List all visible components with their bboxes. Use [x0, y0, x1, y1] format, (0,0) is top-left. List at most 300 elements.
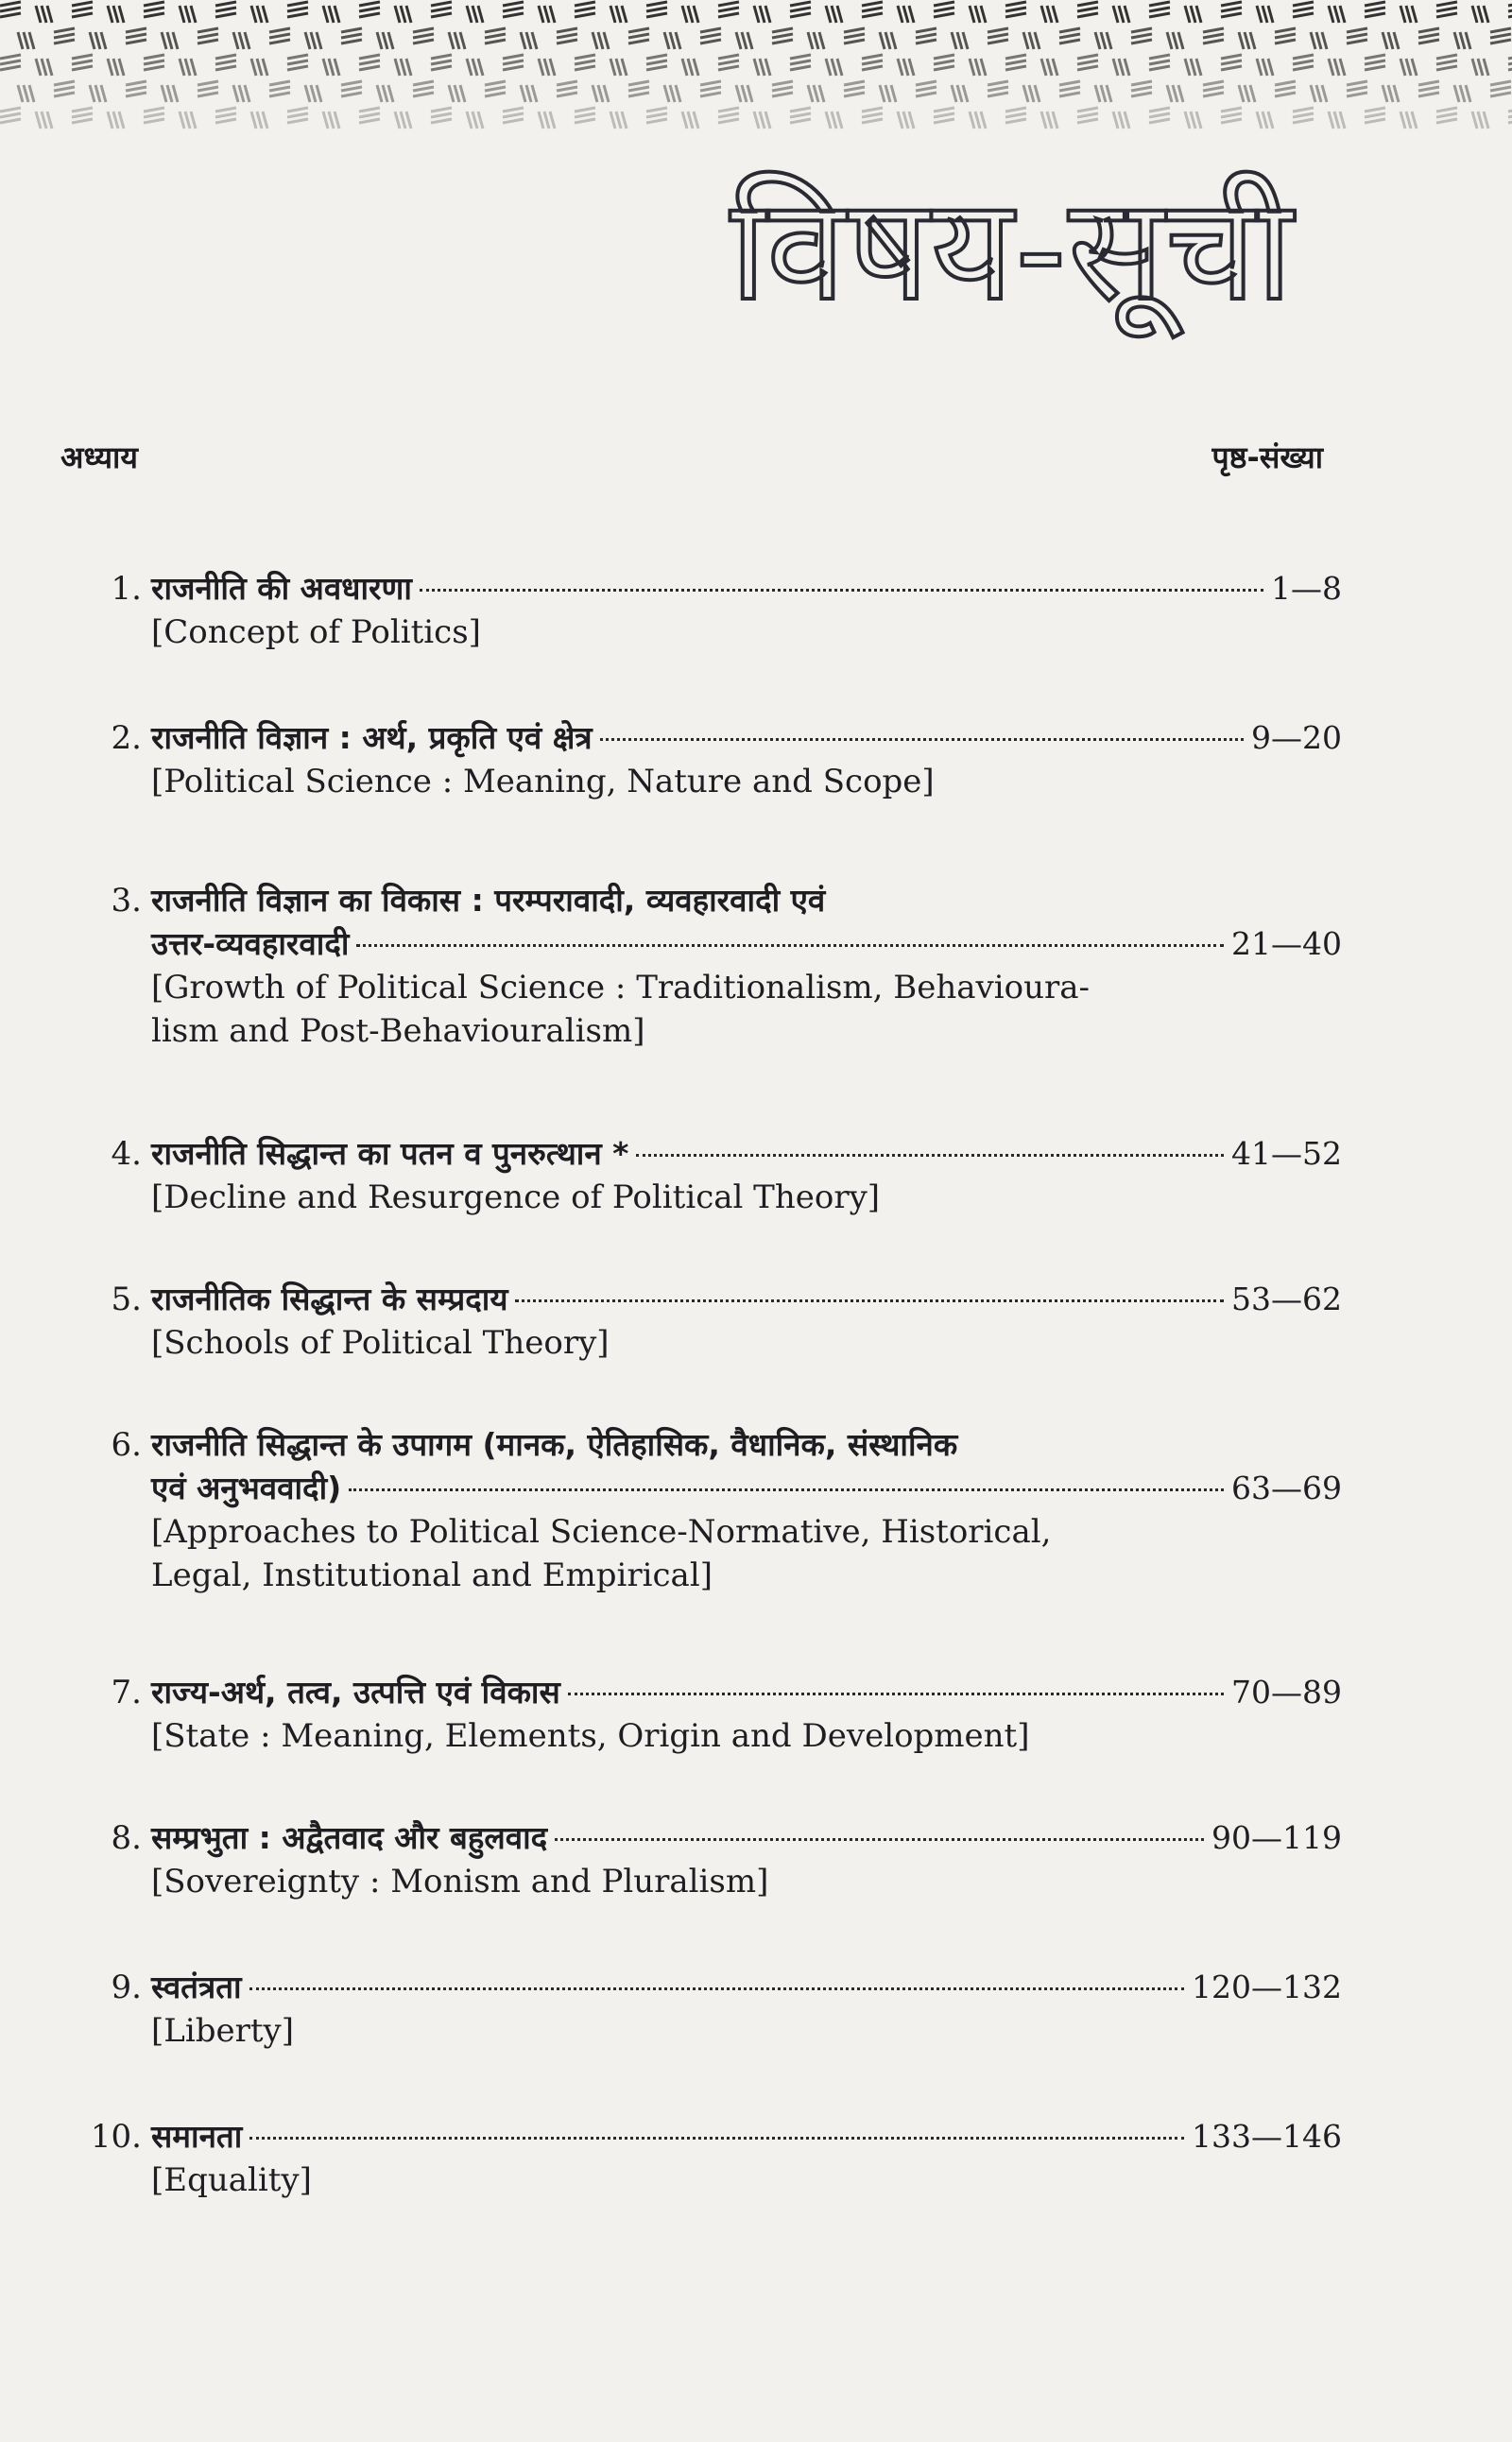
entry-hindi-title: समानता: [151, 2118, 243, 2155]
pattern-stroke: [837, 112, 842, 129]
pattern-stroke: [646, 119, 667, 123]
entry-page-range: 133—146: [1192, 2118, 1342, 2155]
pattern-stroke: [1329, 59, 1333, 76]
pattern-stroke: [844, 28, 865, 32]
pattern-stroke: [0, 60, 21, 64]
pattern-stroke: [503, 66, 524, 70]
entry-hindi-title-continued: उत्तर-व्यवहारवादी: [151, 925, 350, 962]
pattern-stroke: [1005, 119, 1026, 123]
pattern-stroke: [1436, 55, 1457, 59]
entry-hindi-title: सम्प्रभुता : अद्वैतवाद और बहुलवाद: [151, 1819, 548, 1856]
pattern-stroke: [0, 2, 21, 6]
pattern-stroke: [1316, 32, 1321, 49]
pattern-stroke: [1077, 55, 1098, 59]
pattern-stroke: [126, 40, 146, 43]
pattern-stroke: [0, 66, 21, 70]
pattern-stroke: [1460, 32, 1465, 49]
pattern-stroke: [844, 93, 865, 96]
pattern-stroke: [1394, 85, 1399, 102]
pattern-stroke: [401, 6, 405, 23]
pattern-stroke: [233, 85, 238, 102]
pattern-stroke: [844, 34, 865, 38]
pattern-stroke: [180, 6, 184, 23]
pattern-stroke: [700, 40, 721, 43]
pattern-stroke: [191, 59, 196, 76]
pattern-stroke: [1365, 8, 1385, 11]
pattern-stroke: [622, 59, 627, 76]
pattern-stroke: [610, 6, 615, 23]
pattern-stroke: [1221, 119, 1242, 123]
pattern-stroke: [1275, 81, 1296, 85]
entry-english-title: [Equality]: [151, 2161, 312, 2199]
dot-leader: [636, 1154, 1224, 1157]
pattern-stroke: [760, 112, 765, 129]
pattern-stroke: [1472, 112, 1477, 129]
toc-entry: [85, 1671, 1342, 1758]
pattern-stroke: [1221, 8, 1242, 11]
pattern-stroke: [760, 59, 765, 76]
pattern-stroke: [754, 6, 759, 23]
pattern-stroke: [1436, 2, 1457, 6]
pattern-stroke: [269, 40, 290, 43]
pattern-stroke: [1436, 60, 1457, 64]
pattern-stroke: [1257, 59, 1262, 76]
toc-entry: [85, 1423, 1342, 1597]
page-number-column-header: पृष्ठ-संख्या: [1211, 439, 1323, 475]
pattern-stroke: [406, 6, 411, 23]
pattern-stroke: [0, 55, 21, 59]
pattern-stroke: [1125, 112, 1129, 129]
pattern-stroke: [251, 59, 256, 76]
pattern-stroke: [1047, 59, 1052, 76]
pattern-stroke: [1365, 113, 1385, 117]
pattern-stroke: [36, 59, 41, 76]
pattern-stroke: [539, 112, 543, 129]
dot-leader: [568, 1693, 1224, 1695]
toc-entry: [85, 2115, 1342, 2202]
pattern-stroke: [287, 2, 308, 6]
pattern-stroke: [341, 40, 362, 43]
pattern-stroke: [772, 93, 793, 96]
pattern-stroke: [1059, 93, 1080, 96]
pattern-stroke: [934, 66, 954, 70]
pattern-stroke: [467, 6, 472, 23]
pattern-stroke: [790, 60, 811, 64]
pattern-stroke: [862, 113, 883, 117]
pattern-stroke: [844, 40, 865, 43]
pattern-stroke: [1347, 34, 1367, 38]
pattern-stroke: [1478, 59, 1483, 76]
pattern-stroke: [1191, 59, 1195, 76]
entry-number: 5.: [111, 1281, 142, 1318]
pattern-stroke: [1388, 85, 1393, 102]
pattern-stroke: [251, 112, 256, 129]
toc-entry: [85, 1816, 1342, 1903]
pattern-stroke: [1041, 6, 1046, 23]
pattern-stroke: [413, 87, 434, 91]
pattern-stroke: [593, 32, 597, 49]
pattern-stroke: [1388, 32, 1393, 49]
toc-entry: [85, 567, 1342, 654]
pattern-stroke: [718, 2, 739, 6]
pattern-stroke: [1203, 81, 1224, 85]
pattern-stroke: [742, 32, 747, 49]
pattern-stroke: [431, 108, 452, 112]
entry-page-range: 63—69: [1231, 1470, 1342, 1506]
pattern-stroke: [1400, 112, 1405, 129]
pattern-stroke: [126, 34, 146, 38]
pattern-stroke: [377, 32, 382, 49]
pattern-stroke: [395, 59, 400, 76]
pattern-stroke: [628, 93, 649, 96]
pattern-stroke: [1412, 112, 1417, 129]
pattern-stroke: [1059, 28, 1080, 32]
pattern-stroke: [616, 112, 621, 129]
pattern-stroke: [1119, 59, 1124, 76]
pattern-stroke: [988, 93, 1008, 96]
pattern-stroke: [1466, 85, 1470, 102]
pattern-stroke: [1131, 93, 1152, 96]
pattern-stroke: [173, 85, 178, 102]
pattern-stroke: [862, 55, 883, 59]
pattern-stroke: [765, 112, 770, 129]
pattern-stroke: [329, 59, 334, 76]
pattern-stroke: [1178, 85, 1183, 102]
pattern-stroke: [646, 108, 667, 112]
entry-number: 6.: [111, 1426, 142, 1464]
pattern-stroke: [478, 6, 483, 23]
pattern-stroke: [1275, 87, 1296, 91]
pattern-stroke: [1436, 108, 1457, 112]
pattern-stroke: [1053, 59, 1057, 76]
pattern-stroke: [1418, 34, 1439, 38]
pattern-stroke: [431, 2, 452, 6]
pattern-stroke: [963, 85, 968, 102]
pattern-stroke: [1334, 59, 1339, 76]
pattern-stroke: [263, 6, 267, 23]
pattern-stroke: [790, 55, 811, 59]
pattern-stroke: [485, 87, 506, 91]
pattern-stroke: [413, 40, 434, 43]
pattern-stroke: [1035, 85, 1040, 102]
pattern-stroke: [323, 112, 328, 129]
dot-leader: [555, 1838, 1204, 1841]
pattern-stroke: [1472, 6, 1477, 23]
pattern-stroke: [862, 2, 883, 6]
pattern-stroke: [1221, 108, 1242, 112]
pattern-stroke: [1484, 59, 1488, 76]
entry-english-title: [Political Science : Meaning, Nature and Scope]: [151, 763, 935, 800]
dot-leader: [249, 1987, 1184, 1990]
pattern-stroke: [688, 59, 693, 76]
pattern-stroke: [1131, 34, 1152, 38]
pattern-stroke: [700, 34, 721, 38]
pattern-stroke: [485, 81, 506, 85]
pattern-stroke: [1412, 6, 1417, 23]
pattern-stroke: [395, 6, 400, 23]
entry-page-range: 120—132: [1192, 1969, 1342, 2005]
pattern-stroke: [1005, 2, 1026, 6]
pattern-stroke: [1221, 13, 1242, 17]
pattern-stroke: [909, 6, 914, 23]
pattern-stroke: [449, 85, 454, 102]
pattern-stroke: [287, 66, 308, 70]
pattern-stroke: [1436, 13, 1457, 17]
pattern-stroke: [1490, 87, 1511, 91]
pattern-stroke: [1400, 59, 1405, 76]
pattern-stroke: [1460, 85, 1465, 102]
pattern-stroke: [837, 6, 842, 23]
pattern-stroke: [1077, 13, 1098, 17]
pattern-stroke: [144, 60, 164, 64]
pattern-stroke: [359, 2, 380, 6]
pattern-stroke: [72, 108, 93, 112]
pattern-stroke: [1005, 66, 1026, 70]
pattern-stroke: [1418, 93, 1439, 96]
pattern-stroke: [575, 66, 595, 70]
pattern-stroke: [1508, 2, 1512, 6]
entry-hindi-title: राजनीति सिद्धान्त का पतन व पुनरुत्थान *: [151, 1135, 629, 1172]
pattern-stroke: [47, 59, 52, 76]
pattern-stroke: [1293, 2, 1314, 6]
pattern-stroke: [885, 32, 890, 49]
pattern-stroke: [772, 34, 793, 38]
pattern-stroke: [1508, 55, 1512, 59]
pattern-stroke: [1101, 85, 1106, 102]
pattern-stroke: [413, 34, 434, 38]
pattern-stroke: [718, 113, 739, 117]
pattern-stroke: [1113, 112, 1118, 129]
pattern-stroke: [1035, 32, 1040, 49]
pattern-stroke: [718, 119, 739, 123]
pattern-stroke: [101, 85, 106, 102]
pattern-stroke: [772, 81, 793, 85]
pattern-stroke: [144, 66, 164, 70]
pattern-stroke: [688, 6, 693, 23]
pattern-stroke: [54, 81, 75, 85]
pattern-stroke: [988, 81, 1008, 85]
pattern-stroke: [575, 8, 595, 11]
pattern-stroke: [862, 60, 883, 64]
pattern-stroke: [832, 59, 836, 76]
pattern-stroke: [245, 32, 249, 49]
pattern-stroke: [1131, 28, 1152, 32]
pattern-stroke: [1203, 34, 1224, 38]
pattern-stroke: [885, 85, 890, 102]
pattern-stroke: [975, 59, 980, 76]
pattern-stroke: [341, 28, 362, 32]
pattern-stroke: [0, 119, 21, 123]
pattern-stroke: [1047, 112, 1052, 129]
pattern-stroke: [1005, 108, 1026, 112]
pattern-stroke: [1418, 40, 1439, 43]
pattern-stroke: [891, 32, 896, 49]
pattern-stroke: [646, 60, 667, 64]
dot-leader: [349, 1488, 1224, 1491]
pattern-stroke: [1365, 119, 1385, 123]
pattern-stroke: [455, 85, 459, 102]
entry-english-title: [Concept of Politics]: [151, 613, 481, 651]
pattern-stroke: [1293, 60, 1314, 64]
pattern-stroke: [916, 40, 936, 43]
pattern-stroke: [975, 112, 980, 129]
pattern-stroke: [251, 6, 256, 23]
pattern-stroke: [1268, 112, 1273, 129]
entry-number: 10.: [90, 2118, 142, 2156]
pattern-stroke: [970, 112, 974, 129]
pattern-stroke: [1293, 113, 1314, 117]
pattern-stroke: [1005, 55, 1026, 59]
pattern-stroke: [287, 108, 308, 112]
pattern-stroke: [694, 59, 698, 76]
pattern-stroke: [1167, 32, 1172, 49]
pattern-stroke: [747, 32, 752, 49]
pattern-stroke: [269, 81, 290, 85]
pattern-stroke: [1293, 13, 1314, 17]
pattern-stroke: [239, 32, 244, 49]
pattern-stroke: [1418, 81, 1439, 85]
pattern-stroke: [1113, 6, 1118, 23]
pattern-stroke: [1490, 93, 1511, 96]
pattern-stroke: [862, 108, 883, 112]
pattern-stroke: [1406, 112, 1411, 129]
pattern-stroke: [1245, 85, 1249, 102]
pattern-stroke: [557, 34, 577, 38]
pattern-stroke: [1221, 66, 1242, 70]
pattern-stroke: [1347, 40, 1367, 43]
pattern-stroke: [550, 59, 555, 76]
pattern-stroke: [472, 59, 477, 76]
pattern-stroke: [503, 108, 524, 112]
pattern-stroke: [144, 8, 164, 11]
pattern-stroke: [952, 85, 956, 102]
toc-entry: [85, 1278, 1342, 1365]
pattern-stroke: [628, 34, 649, 38]
pattern-stroke: [1490, 81, 1511, 85]
pattern-stroke: [1149, 8, 1170, 11]
pattern-stroke: [359, 108, 380, 112]
pattern-stroke: [1436, 8, 1457, 11]
pattern-stroke: [215, 113, 236, 117]
pattern-stroke: [215, 55, 236, 59]
pattern-stroke: [575, 113, 595, 117]
pattern-stroke: [1131, 81, 1152, 85]
pattern-stroke: [1059, 40, 1080, 43]
pattern-stroke: [526, 85, 531, 102]
pattern-stroke: [790, 119, 811, 123]
pattern-stroke: [975, 6, 980, 23]
pattern-stroke: [144, 108, 164, 112]
pattern-stroke: [963, 32, 968, 49]
pattern-stroke: [628, 28, 649, 32]
pattern-stroke: [215, 108, 236, 112]
pattern-stroke: [1340, 6, 1345, 23]
dot-leader: [515, 1299, 1224, 1302]
pattern-stroke: [215, 8, 236, 11]
pattern-stroke: [1203, 28, 1224, 32]
pattern-stroke: [323, 6, 328, 23]
entry-hindi-title: राजनीति की अवधारणा: [151, 570, 412, 607]
pattern-stroke: [317, 32, 321, 49]
pattern-stroke: [431, 119, 452, 123]
pattern-stroke: [47, 112, 52, 129]
entry-hindi-title: राजनीति सिद्धान्त के उपागम (मानक, ऐतिहासिक, वैधानिक, संस्थानिक: [151, 1426, 958, 1463]
pattern-stroke: [1196, 112, 1201, 129]
pattern-stroke: [526, 32, 531, 49]
pattern-stroke: [1365, 2, 1385, 6]
toc-entry: [85, 1132, 1342, 1219]
pattern-stroke: [1095, 85, 1100, 102]
pattern-stroke: [790, 113, 811, 117]
pattern-stroke: [694, 6, 698, 23]
pattern-stroke: [18, 32, 23, 49]
pattern-stroke: [72, 119, 93, 123]
pattern-stroke: [670, 85, 675, 102]
pattern-stroke: [185, 112, 190, 129]
pattern-stroke: [198, 40, 218, 43]
pattern-stroke: [1365, 66, 1385, 70]
pattern-stroke: [90, 32, 94, 49]
pattern-stroke: [1029, 85, 1034, 102]
pattern-stroke: [335, 59, 339, 76]
pattern-stroke: [144, 119, 164, 123]
pattern-stroke: [395, 112, 400, 129]
pattern-stroke: [431, 60, 452, 64]
pattern-stroke: [1275, 28, 1296, 32]
pattern-stroke: [622, 112, 627, 129]
pattern-stroke: [341, 93, 362, 96]
pattern-stroke: [42, 6, 46, 23]
pattern-stroke: [72, 8, 93, 11]
pattern-stroke: [616, 59, 621, 76]
pattern-stroke: [1167, 85, 1172, 102]
pattern-stroke: [832, 112, 836, 129]
pattern-stroke: [119, 6, 124, 23]
pattern-stroke: [575, 60, 595, 64]
pattern-stroke: [472, 112, 477, 129]
pattern-stroke: [1077, 2, 1098, 6]
pattern-stroke: [485, 28, 506, 32]
pattern-stroke: [808, 32, 813, 49]
pattern-stroke: [1185, 6, 1190, 23]
pattern-stroke: [1047, 6, 1052, 23]
pattern-stroke: [455, 32, 459, 49]
pattern-stroke: [754, 112, 759, 129]
pattern-stroke: [413, 93, 434, 96]
pattern-stroke: [47, 6, 52, 23]
pattern-stroke: [790, 8, 811, 11]
pattern-stroke: [341, 87, 362, 91]
pattern-stroke: [628, 87, 649, 91]
pattern-stroke: [1185, 112, 1190, 129]
entry-page-range: 70—89: [1231, 1674, 1342, 1711]
pattern-stroke: [1263, 59, 1267, 76]
pattern-stroke: [688, 112, 693, 129]
pattern-stroke: [1340, 59, 1345, 76]
entry-hindi-title: राजनीति विज्ञान : अर्थ, प्रकृति एवं क्षेत्र: [151, 719, 593, 756]
pattern-stroke: [1149, 113, 1170, 117]
pattern-stroke: [449, 32, 454, 49]
pattern-stroke: [1077, 8, 1098, 11]
pattern-stroke: [1365, 108, 1385, 112]
pattern-stroke: [1125, 6, 1129, 23]
pattern-stroke: [700, 28, 721, 32]
pattern-stroke: [24, 32, 28, 49]
dot-leader: [356, 944, 1224, 947]
pattern-stroke: [1196, 59, 1201, 76]
entry-number: 7.: [111, 1674, 142, 1711]
entry-english-title: [State : Meaning, Elements, Origin and Development]: [151, 1717, 1030, 1755]
